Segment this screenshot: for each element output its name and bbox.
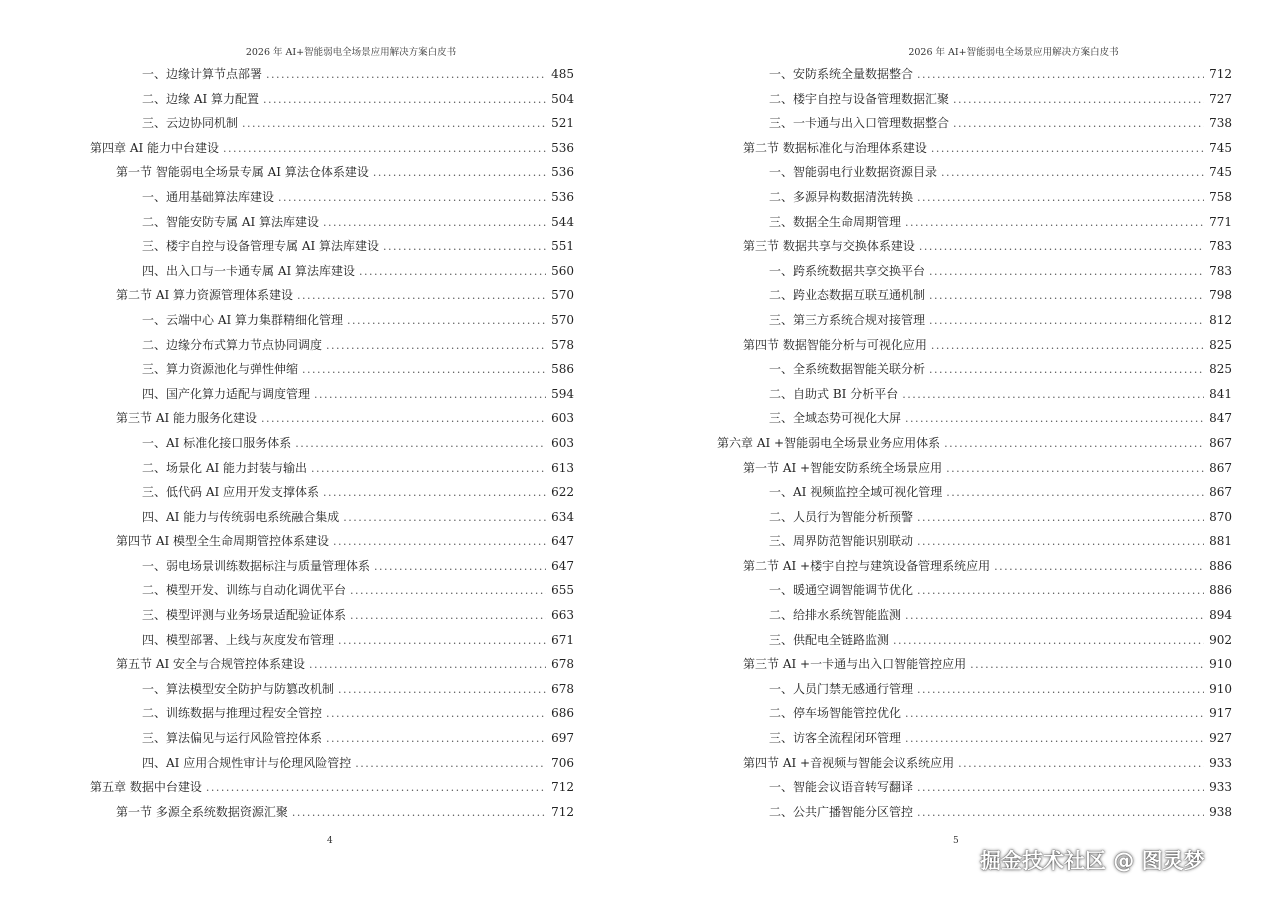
toc-entry-page: 727 xyxy=(1209,91,1232,106)
toc-entry-title: 一、弱电场景训练数据标注与质量管理体系 xyxy=(142,558,371,573)
toc-entry-title: 一、云端中心 AI 算力集群精细化管理 xyxy=(142,312,344,327)
toc-leader-dots xyxy=(953,112,1204,137)
toc-entry xyxy=(717,480,1232,505)
toc-entry-page: 825 xyxy=(1209,362,1232,377)
toc-leader-dots xyxy=(929,284,1204,309)
toc-leader-dots xyxy=(323,211,546,236)
page-header: 2026 年 AI+智能弱电全场景应用解决方案白皮书 xyxy=(245,47,457,58)
toc-entry-page: 570 xyxy=(551,312,574,327)
toc-entry-title: 第三节 AI +一卡通与出入口智能管控应用 xyxy=(743,657,967,672)
toc-entry xyxy=(90,456,574,481)
toc-leader-dots xyxy=(902,383,1204,408)
toc-entry-title: 一、智能会议语音转写翻译 xyxy=(769,780,914,795)
toc-entry-page: 504 xyxy=(551,91,574,106)
toc-leader-dots xyxy=(309,653,546,678)
toc-entry-title: 一、人员门禁无感通行管理 xyxy=(769,681,914,696)
toc-leader-dots xyxy=(917,186,1204,211)
toc-entry xyxy=(90,603,574,628)
toc-entry xyxy=(90,628,574,653)
toc-entry xyxy=(90,505,574,530)
toc-entry-page: 745 xyxy=(1209,165,1232,180)
toc-entry-page: 536 xyxy=(551,165,574,180)
toc-entry xyxy=(717,357,1232,382)
toc-entry xyxy=(717,160,1232,185)
toc-entry xyxy=(717,111,1232,136)
toc-leader-dots xyxy=(905,702,1204,727)
toc-leader-dots xyxy=(917,63,1204,88)
toc-entry xyxy=(717,456,1232,481)
toc-entry-title: 三、云边协同机制 xyxy=(142,116,239,131)
toc-entry-page: 886 xyxy=(1209,583,1232,598)
toc-entry xyxy=(717,185,1232,210)
toc-entry xyxy=(717,505,1232,530)
toc-entry-page: 536 xyxy=(551,140,574,155)
toc-entry-title: 三、楼宇自控与设备管理专属 AI 算法库建设 xyxy=(142,239,380,254)
toc-entry xyxy=(717,628,1232,653)
toc-entry-page: 902 xyxy=(1209,632,1232,647)
toc-entry xyxy=(90,160,574,185)
page-number: 5 xyxy=(953,836,959,846)
toc-leader-dots xyxy=(931,137,1204,162)
toc-entry-title: 第二节 AI +楼宇自控与建筑设备管理系统应用 xyxy=(743,558,991,573)
toc-entry-page: 825 xyxy=(1209,337,1232,352)
toc-entry xyxy=(90,234,574,259)
toc-entry-title: 四、模型部署、上线与灰度发布管理 xyxy=(142,632,335,647)
toc-leader-dots xyxy=(919,235,1204,260)
toc-entry xyxy=(90,308,574,333)
toc-entry-page: 603 xyxy=(551,411,574,426)
toc-entry-title: 四、AI 能力与传统弱电系统融合集成 xyxy=(142,509,340,524)
toc-leader-dots xyxy=(905,727,1204,752)
toc-entry-title: 第六章 AI +智能弱电全场景业务应用体系 xyxy=(717,435,941,450)
toc-entry-page: 867 xyxy=(1209,435,1232,450)
toc-entry xyxy=(90,382,574,407)
toc-entry xyxy=(717,87,1232,112)
toc-entry-page: 867 xyxy=(1209,460,1232,475)
toc-entry xyxy=(90,677,574,702)
toc-leader-dots xyxy=(261,407,546,432)
toc-entry-page: 613 xyxy=(551,460,574,475)
toc-entry-page: 917 xyxy=(1209,706,1232,721)
toc-leader-dots xyxy=(970,653,1204,678)
table-of-contents xyxy=(90,62,574,824)
toc-leader-dots xyxy=(311,457,546,482)
toc-entry-title: 二、自助式 BI 分析平台 xyxy=(769,386,899,401)
toc-entry xyxy=(90,87,574,112)
toc-entry-title: 第四节 AI 模型全生命周期管控体系建设 xyxy=(116,534,330,549)
toc-entry-title: 三、访客全流程闭环管理 xyxy=(769,731,902,746)
watermark: 掘金技术社区 @ 图灵梦 xyxy=(980,849,1205,873)
toc-entry-title: 三、周界防范智能识别联动 xyxy=(769,534,914,549)
toc-leader-dots xyxy=(292,801,546,826)
toc-entry-page: 758 xyxy=(1209,189,1232,204)
toc-entry xyxy=(90,62,574,87)
toc-entry-title: 一、暖通空调智能调节优化 xyxy=(769,583,914,598)
toc-entry-title: 三、算力资源池化与弹性伸缩 xyxy=(142,362,299,377)
toc-leader-dots xyxy=(941,161,1204,186)
toc-entry-page: 647 xyxy=(551,558,574,573)
toc-entry-title: 第四章 AI 能力中台建设 xyxy=(90,140,220,155)
toc-leader-dots xyxy=(905,604,1204,629)
toc-entry xyxy=(717,726,1232,751)
toc-leader-dots xyxy=(350,604,546,629)
toc-entry xyxy=(90,726,574,751)
toc-entry-page: 570 xyxy=(551,288,574,303)
toc-entry-page: 938 xyxy=(1209,804,1232,819)
toc-entry-title: 一、算法模型安全防护与防篡改机制 xyxy=(142,681,335,696)
toc-entry xyxy=(90,775,574,800)
toc-entry-page: 783 xyxy=(1209,263,1232,278)
toc-entry-page: 712 xyxy=(1209,67,1232,81)
toc-leader-dots xyxy=(931,334,1204,359)
toc-leader-dots xyxy=(223,137,546,162)
toc-entry-page: 560 xyxy=(551,263,574,278)
toc-entry-title: 四、国产化算力适配与调度管理 xyxy=(142,386,311,401)
toc-entry-page: 738 xyxy=(1209,116,1232,131)
toc-leader-dots xyxy=(326,334,546,359)
toc-leader-dots xyxy=(278,186,546,211)
toc-entry-title: 二、跨业态数据互联互通机制 xyxy=(769,288,926,303)
toc-leader-dots xyxy=(343,506,546,531)
toc-entry xyxy=(717,603,1232,628)
toc-entry xyxy=(90,357,574,382)
toc-entry-page: 910 xyxy=(1209,657,1232,672)
toc-entry-title: 二、训练数据与推理过程安全管控 xyxy=(142,706,323,721)
toc-entry-title: 第一节 智能弱电全场景专属 AI 算法仓体系建设 xyxy=(116,165,369,180)
toc-entry-page: 697 xyxy=(551,731,574,746)
toc-leader-dots xyxy=(383,235,546,260)
toc-entry-page: 634 xyxy=(551,509,574,524)
toc-entry-page: 485 xyxy=(551,67,574,81)
toc-leader-dots xyxy=(905,407,1204,432)
toc-leader-dots xyxy=(944,432,1204,457)
toc-entry-page: 671 xyxy=(551,632,574,647)
toc-leader-dots xyxy=(350,579,546,604)
toc-entry-title: 三、一卡通与出入口管理数据整合 xyxy=(769,116,950,131)
toc-leader-dots xyxy=(929,358,1204,383)
toc-entry xyxy=(90,480,574,505)
toc-entry xyxy=(90,578,574,603)
toc-leader-dots xyxy=(206,776,546,801)
toc-entry-page: 521 xyxy=(551,116,574,131)
toc-leader-dots xyxy=(917,776,1204,801)
toc-entry xyxy=(717,136,1232,161)
toc-leader-dots xyxy=(355,752,546,777)
toc-entry-page: 886 xyxy=(1209,558,1232,573)
toc-entry xyxy=(717,652,1232,677)
toc-entry-page: 847 xyxy=(1209,411,1232,426)
toc-entry-title: 二、给排水系统智能监测 xyxy=(769,608,902,623)
toc-entry xyxy=(90,554,574,579)
toc-leader-dots xyxy=(266,63,546,88)
toc-leader-dots xyxy=(946,481,1204,506)
toc-entry xyxy=(717,382,1232,407)
toc-leader-dots xyxy=(333,530,546,555)
toc-entry-page: 578 xyxy=(551,337,574,352)
toc-entry xyxy=(90,406,574,431)
toc-entry-title: 一、跨系统数据共享交换平台 xyxy=(769,263,926,278)
toc-entry-page: 933 xyxy=(1209,755,1232,770)
toc-entry-title: 一、边缘计算节点部署 xyxy=(142,67,263,81)
toc-entry xyxy=(717,333,1232,358)
toc-leader-dots xyxy=(295,432,546,457)
toc-entry-title: 一、安防系统全量数据整合 xyxy=(769,67,914,81)
toc-entry xyxy=(717,677,1232,702)
toc-entry-title: 二、边缘 AI 算力配置 xyxy=(142,91,260,106)
toc-entry xyxy=(90,210,574,235)
toc-entry-page: 712 xyxy=(551,780,574,795)
toc-entry-page: 881 xyxy=(1209,534,1232,549)
toc-leader-dots xyxy=(917,579,1204,604)
toc-entry-page: 910 xyxy=(1209,681,1232,696)
toc-leader-dots xyxy=(326,727,546,752)
toc-entry-page: 622 xyxy=(551,485,574,500)
toc-entry-page: 706 xyxy=(551,755,574,770)
toc-entry xyxy=(90,751,574,776)
page-number: 4 xyxy=(327,836,333,846)
toc-leader-dots xyxy=(958,752,1204,777)
toc-leader-dots xyxy=(953,88,1204,113)
toc-entry-page: 933 xyxy=(1209,780,1232,795)
toc-entry-title: 二、停车场智能管控优化 xyxy=(769,706,902,721)
toc-leader-dots xyxy=(929,260,1204,285)
toc-leader-dots xyxy=(917,678,1204,703)
toc-entry xyxy=(717,578,1232,603)
toc-entry-title: 三、低代码 AI 应用开发支撑体系 xyxy=(142,485,320,500)
toc-leader-dots xyxy=(338,678,546,703)
toc-entry xyxy=(90,136,574,161)
toc-entry-page: 586 xyxy=(551,362,574,377)
toc-leader-dots xyxy=(917,801,1204,826)
toc-leader-dots xyxy=(893,629,1204,654)
toc-entry xyxy=(90,431,574,456)
toc-entry xyxy=(90,701,574,726)
toc-entry xyxy=(90,800,574,825)
toc-entry-title: 第三节 AI 能力服务化建设 xyxy=(116,411,258,426)
toc-entry-title: 三、数据全生命周期管理 xyxy=(769,214,902,229)
toc-entry xyxy=(717,701,1232,726)
toc-entry-title: 二、模型开发、训练与自动化调优平台 xyxy=(142,583,347,598)
toc-leader-dots xyxy=(347,309,546,334)
toc-entry xyxy=(90,652,574,677)
toc-entry-title: 三、算法偏见与运行风险管控体系 xyxy=(142,731,323,746)
toc-entry-title: 二、智能安防专属 AI 算法库建设 xyxy=(142,214,320,229)
toc-entry-title: 第四节 数据智能分析与可视化应用 xyxy=(743,337,927,352)
toc-entry-page: 594 xyxy=(551,386,574,401)
toc-entry-page: 551 xyxy=(551,239,574,254)
toc-entry-page: 678 xyxy=(551,681,574,696)
toc-entry-page: 812 xyxy=(1209,312,1232,327)
toc-entry-title: 三、第三方系统合规对接管理 xyxy=(769,312,926,327)
toc-leader-dots xyxy=(314,383,546,408)
toc-entry-page: 603 xyxy=(551,435,574,450)
toc-entry-title: 三、模型评测与业务场景适配验证体系 xyxy=(142,608,347,623)
toc-entry-title: 第三节 数据共享与交换体系建设 xyxy=(743,239,915,254)
toc-entry-title: 二、人员行为智能分析预警 xyxy=(769,509,914,524)
toc-leader-dots xyxy=(994,555,1204,580)
toc-entry xyxy=(717,800,1232,825)
toc-entry-page: 783 xyxy=(1209,239,1232,254)
toc-entry-page: 745 xyxy=(1209,140,1232,155)
toc-leader-dots xyxy=(917,530,1204,555)
toc-entry-title: 一、智能弱电行业数据资源目录 xyxy=(769,165,938,180)
table-of-contents xyxy=(717,62,1232,824)
toc-entry-title: 四、AI 应用合规性审计与伦理风险管控 xyxy=(142,755,352,770)
toc-leader-dots xyxy=(323,481,546,506)
toc-leader-dots xyxy=(263,88,546,113)
toc-entry xyxy=(717,431,1232,456)
toc-entry xyxy=(90,185,574,210)
toc-entry-title: 第四节 AI +音视频与智能会议系统应用 xyxy=(743,755,955,770)
toc-leader-dots xyxy=(302,358,546,383)
toc-entry xyxy=(717,62,1232,87)
toc-entry-title: 三、供配电全链路监测 xyxy=(769,632,890,647)
toc-entry-title: 第一节 多源全系统数据资源汇聚 xyxy=(116,804,288,819)
toc-entry-page: 841 xyxy=(1209,386,1232,401)
toc-leader-dots xyxy=(374,555,546,580)
toc-entry-page: 867 xyxy=(1209,485,1232,500)
toc-entry-title: 第二节 数据标准化与治理体系建设 xyxy=(743,140,927,155)
toc-entry-title: 一、全系统数据智能关联分析 xyxy=(769,362,926,377)
toc-entry xyxy=(717,751,1232,776)
toc-leader-dots xyxy=(905,211,1204,236)
toc-leader-dots xyxy=(338,629,546,654)
toc-entry xyxy=(717,775,1232,800)
toc-entry-page: 927 xyxy=(1209,731,1232,746)
toc-entry-page: 655 xyxy=(551,583,574,598)
toc-entry-title: 二、边缘分布式算力节点协同调度 xyxy=(142,337,323,352)
toc-entry xyxy=(90,333,574,358)
left-page xyxy=(0,0,632,898)
toc-entry-title: 二、多源异构数据清洗转换 xyxy=(769,189,914,204)
toc-entry-title: 第五节 AI 安全与合规管控体系建设 xyxy=(116,657,306,672)
toc-entry-title: 一、通用基础算法库建设 xyxy=(142,189,275,204)
toc-entry xyxy=(717,529,1232,554)
toc-entry xyxy=(717,234,1232,259)
toc-entry-page: 544 xyxy=(551,214,574,229)
toc-entry-title: 二、楼宇自控与设备管理数据汇聚 xyxy=(769,91,950,106)
toc-entry xyxy=(717,210,1232,235)
toc-entry-page: 894 xyxy=(1209,608,1232,623)
toc-entry-page: 678 xyxy=(551,657,574,672)
toc-entry-title: 四、出入口与一卡通专属 AI 算法库建设 xyxy=(142,263,356,278)
right-page xyxy=(632,0,1265,898)
toc-entry-page: 686 xyxy=(551,706,574,721)
toc-leader-dots xyxy=(929,309,1204,334)
toc-entry xyxy=(717,308,1232,333)
toc-leader-dots xyxy=(917,506,1204,531)
toc-entry xyxy=(717,406,1232,431)
toc-entry xyxy=(717,283,1232,308)
toc-entry-title: 第二节 AI 算力资源管理体系建设 xyxy=(116,288,294,303)
toc-leader-dots xyxy=(946,457,1204,482)
toc-entry-title: 三、全域态势可视化大屏 xyxy=(769,411,902,426)
toc-leader-dots xyxy=(297,284,546,309)
toc-entry xyxy=(90,111,574,136)
toc-leader-dots xyxy=(326,702,546,727)
toc-entry xyxy=(90,529,574,554)
toc-entry-title: 二、公共广播智能分区管控 xyxy=(769,804,914,819)
toc-entry-page: 647 xyxy=(551,534,574,549)
toc-entry-page: 712 xyxy=(551,804,574,819)
toc-entry xyxy=(717,259,1232,284)
toc-entry-title: 第一节 AI +智能安防系统全场景应用 xyxy=(743,460,943,475)
toc-entry-page: 536 xyxy=(551,189,574,204)
toc-entry xyxy=(90,283,574,308)
toc-entry xyxy=(90,259,574,284)
toc-entry-title: 一、AI 标准化接口服务体系 xyxy=(142,435,292,450)
toc-entry-page: 870 xyxy=(1209,509,1232,524)
toc-leader-dots xyxy=(373,161,546,186)
toc-entry-title: 第五章 数据中台建设 xyxy=(90,780,202,795)
toc-entry-page: 771 xyxy=(1209,214,1232,229)
toc-leader-dots xyxy=(242,112,546,137)
toc-entry xyxy=(717,554,1232,579)
toc-entry-title: 一、AI 视频监控全域可视化管理 xyxy=(769,485,943,500)
toc-entry-page: 798 xyxy=(1209,288,1232,303)
toc-entry-title: 二、场景化 AI 能力封装与输出 xyxy=(142,460,308,475)
toc-entry-page: 663 xyxy=(551,608,574,623)
page-header: 2026 年 AI+智能弱电全场景应用解决方案白皮书 xyxy=(908,47,1119,58)
toc-leader-dots xyxy=(359,260,546,285)
